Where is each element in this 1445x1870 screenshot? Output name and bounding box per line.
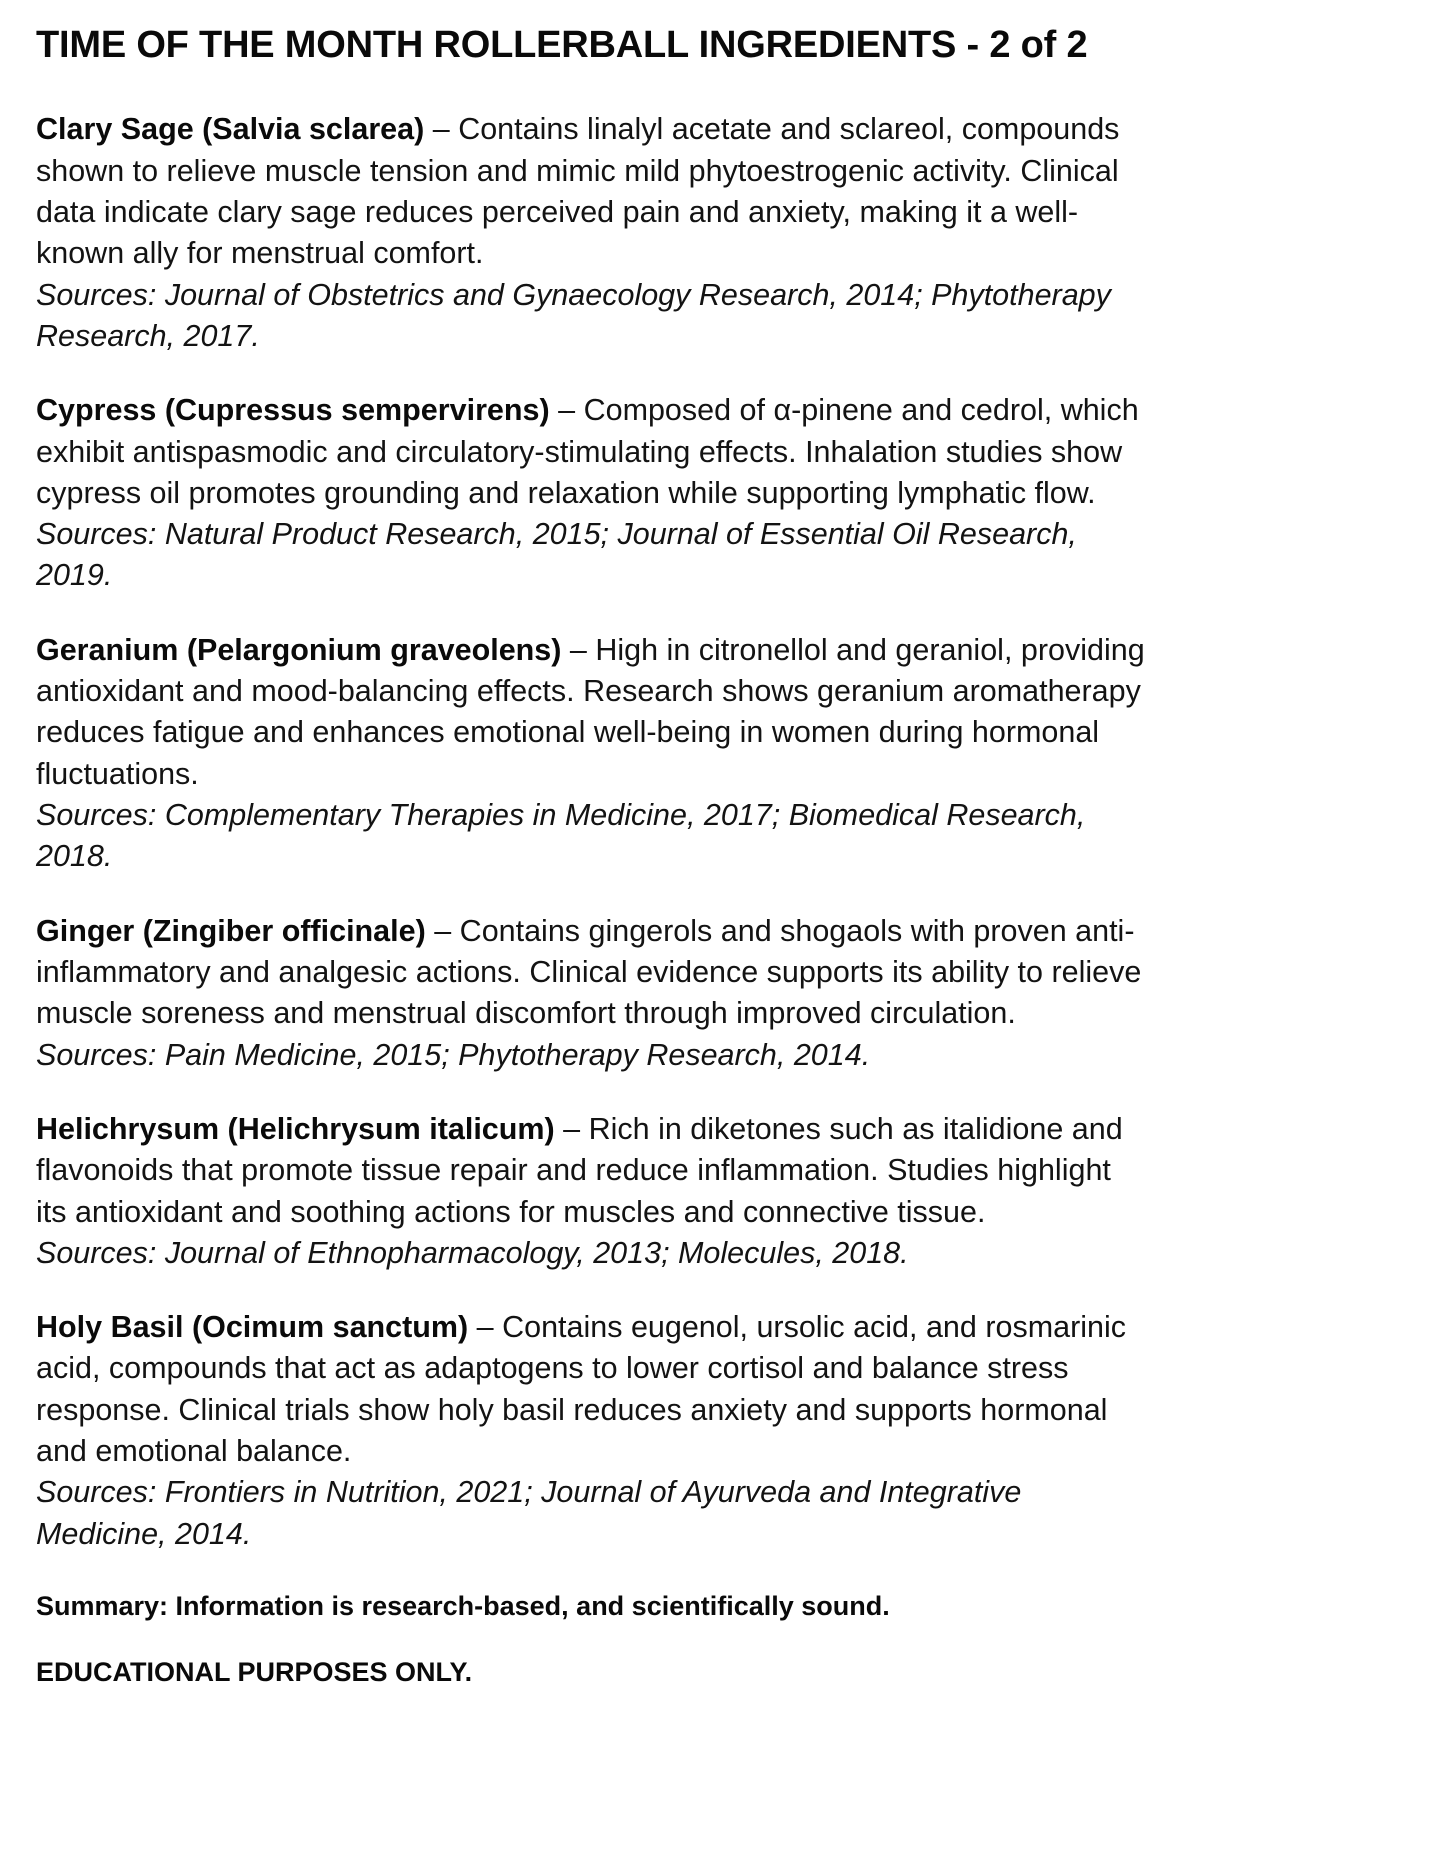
ingredient-description-paragraph bbox=[36, 1307, 1145, 1472]
ingredient-description: Contains eugenol, ursolic acid, and rosmarinic acid, compounds that act as adaptogens to lower cortisol and balance stress response. Clinical trials show holy basil reduces anxiety and supports hormonal and emotional balance. bbox=[36, 1310, 1126, 1469]
ingredient-list bbox=[36, 109, 1145, 1555]
ingredient-description: High in citronellol and geraniol, providing antioxidant and mood-balancing effects. Research shows geranium aromatherapy reduces fatigue and enhances emotional well-being in women during hormonal fluctuations. bbox=[36, 632, 1145, 791]
ingredient-entry bbox=[36, 630, 1145, 878]
ingredient-description-paragraph bbox=[36, 1109, 1145, 1233]
ingredient-entry bbox=[36, 1307, 1145, 1555]
ingredient-description: Contains linalyl acetate and sclareol, compounds shown to relieve muscle tension and mimic mild phytoestrogenic activity. Clinical data indicate clary sage reduces perceived pain and anxiety, making it a well-known ally for menstrual comfort. bbox=[36, 112, 1120, 271]
ingredient-entry bbox=[36, 911, 1145, 1076]
ingredient-sources: Sources: Complementary Therapies in Medicine, 2017; Biomedical Research, 2018. bbox=[36, 798, 1086, 874]
ingredient-separator: – bbox=[549, 393, 584, 428]
summary-statement: Summary: Information is research-based, and scientifically sound. bbox=[36, 1591, 890, 1621]
ingredient-name: Helichrysum (Helichrysum italicum) bbox=[36, 1111, 555, 1146]
ingredient-separator: – bbox=[425, 913, 460, 948]
ingredient-name: Cypress (Cupressus sempervirens) bbox=[36, 393, 550, 428]
ingredient-sources: Sources: Frontiers in Nutrition, 2021; Journal of Ayurveda and Integrative Medicine, 2014. bbox=[36, 1475, 1022, 1551]
ingredient-description: Rich in diketones such as italidione and flavonoids that promote tissue repair and reduce inflammation. Studies highlight its antioxidant and soothing actions for muscles and connective tissue. bbox=[36, 1111, 1123, 1229]
educational-disclaimer: EDUCATIONAL PURPOSES ONLY. bbox=[36, 1657, 473, 1688]
ingredient-name: Geranium (Pelargonium graveolens) bbox=[36, 632, 562, 667]
ingredient-separator: – bbox=[561, 632, 596, 667]
ingredient-entry bbox=[36, 1109, 1145, 1274]
ingredient-description-paragraph bbox=[36, 630, 1145, 795]
ingredient-sources: Sources: Pain Medicine, 2015; Phytotherapy Research, 2014. bbox=[36, 1037, 871, 1072]
ingredient-separator: – bbox=[468, 1310, 503, 1345]
ingredient-name: Ginger (Zingiber officinale) bbox=[36, 913, 426, 948]
ingredient-description-paragraph bbox=[36, 911, 1145, 1035]
ingredient-name: Holy Basil (Ocimum sanctum) bbox=[36, 1310, 469, 1345]
ingredient-separator: – bbox=[424, 112, 459, 147]
ingredient-description: Composed of α-pinene and cedrol, which exhibit antispasmodic and circulatory-stimulating effects. Inhalation studies show cypress oil promotes grounding and relaxation while supporting lymphatic flow. bbox=[36, 393, 1139, 510]
ingredient-separator: – bbox=[554, 1111, 589, 1146]
ingredient-description-paragraph bbox=[36, 390, 1145, 514]
ingredient-entry bbox=[36, 390, 1145, 597]
ingredient-sources: Sources: Journal of Ethnopharmacology, 2013; Molecules, 2018. bbox=[36, 1235, 909, 1270]
ingredient-entry bbox=[36, 109, 1145, 357]
ingredient-name: Clary Sage (Salvia sclarea) bbox=[36, 112, 425, 147]
closing-block bbox=[36, 1588, 1145, 1691]
ingredient-description-paragraph bbox=[36, 109, 1145, 274]
ingredient-description: Contains gingerols and shogaols with proven anti-inflammatory and analgesic actions. Clinical evidence supports its ability to relieve muscle soreness and menstrual discomfort through improved circulation. bbox=[36, 913, 1142, 1031]
page-title: TIME OF THE MONTH ROLLERBALL INGREDIENTS - 2 of 2 bbox=[36, 24, 1088, 66]
ingredient-sources: Sources: Journal of Obstetrics and Gynaecology Research, 2014; Phytotherapy Research, 2017. bbox=[36, 277, 1111, 353]
ingredient-sources: Sources: Natural Product Research, 2015; Journal of Essential Oil Research, 2019. bbox=[36, 517, 1077, 593]
